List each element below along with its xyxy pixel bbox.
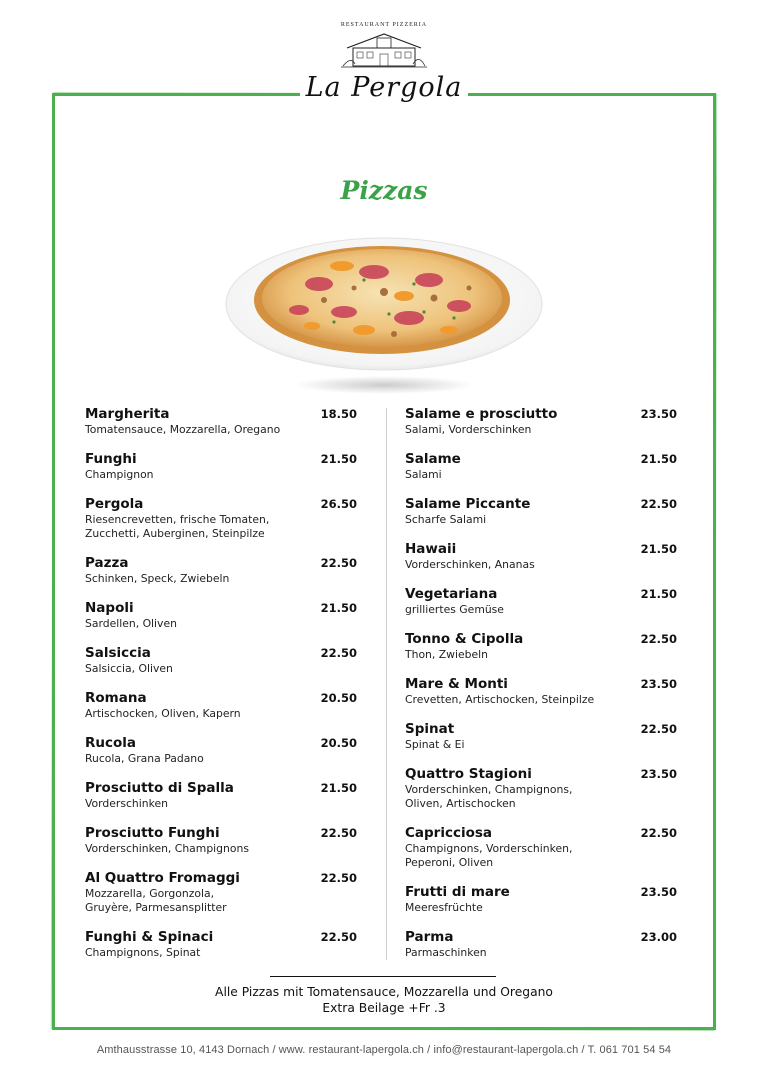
menu-item	[405, 929, 677, 960]
menu-item	[405, 631, 677, 662]
item-desc: Champignons, Vorderschinken,	[405, 842, 573, 855]
menu-item	[85, 825, 357, 856]
logo	[300, 18, 468, 118]
item-desc: Vorderschinken, Champignons	[85, 842, 249, 855]
menu-item	[85, 406, 357, 437]
item-name: Quattro Stagioni	[405, 766, 532, 782]
item-name: Pergola	[85, 496, 144, 512]
menu-item	[85, 870, 357, 915]
item-desc: Salami, Vorderschinken	[405, 423, 532, 436]
menu-item	[405, 541, 677, 572]
item-price: 23.50	[640, 767, 677, 781]
item-name: Parma	[405, 929, 454, 945]
menu-item	[85, 780, 357, 811]
menu-item	[85, 735, 357, 766]
item-name: Funghi	[85, 451, 137, 467]
column-divider	[386, 408, 387, 960]
item-name: Al Quattro Fromaggi	[85, 870, 240, 886]
pizza-image	[224, 222, 544, 402]
item-desc: Tomatensauce, Mozzarella, Oregano	[85, 423, 281, 436]
item-name: Salame e prosciutto	[405, 406, 558, 422]
menu-item	[85, 690, 357, 721]
item-price: 21.50	[320, 452, 357, 466]
item-desc: Salami	[405, 468, 442, 481]
menu-item	[85, 645, 357, 676]
item-price: 21.50	[640, 542, 677, 556]
item-price: 23.50	[640, 407, 677, 421]
house-icon	[341, 30, 427, 68]
item-desc: Sardellen, Oliven	[85, 617, 177, 630]
item-desc: Schinken, Speck, Zwiebeln	[85, 572, 230, 585]
item-price: 18.50	[320, 407, 357, 421]
item-name: Prosciutto Funghi	[85, 825, 220, 841]
item-desc: Vorderschinken	[85, 797, 168, 810]
item-price: 22.50	[640, 497, 677, 511]
logo-name: La Pergola	[305, 72, 463, 103]
item-price: 22.50	[640, 722, 677, 736]
item-desc: Thon, Zwiebeln	[405, 648, 488, 661]
item-name: Frutti di mare	[405, 884, 510, 900]
notes-line-2: Extra Beilage +Fr .3	[322, 1001, 446, 1015]
item-price: 20.50	[320, 691, 357, 705]
item-desc: Spinat & Ei	[405, 738, 465, 751]
item-name: Tonno & Cipolla	[405, 631, 524, 647]
menu-item	[405, 884, 677, 915]
item-name: Salame	[405, 451, 461, 467]
menu-item	[405, 766, 677, 811]
item-name: Funghi & Spinaci	[85, 929, 214, 945]
footer-contact: Amthausstrasse 10, 4143 Dornach / www. restaurant-lapergola.ch / info@restaurant-lapergola.ch / T. 061 701 54 54	[96, 1044, 672, 1056]
item-name: Pazza	[85, 555, 129, 571]
menu-item	[85, 496, 357, 541]
item-name: Prosciutto di Spalla	[85, 780, 234, 796]
item-name: Spinat	[405, 721, 455, 737]
menu-item	[405, 451, 677, 482]
item-desc: Champignons, Spinat	[85, 946, 201, 959]
item-name: Capricciosa	[405, 825, 493, 841]
item-price: 23.50	[640, 885, 677, 899]
logo-tagline: RESTAURANT PIZZERIA	[340, 22, 428, 28]
menu-item	[405, 586, 677, 617]
item-desc: Vorderschinken, Ananas	[405, 558, 535, 571]
item-price: 21.50	[320, 601, 357, 615]
menu-item	[405, 721, 677, 752]
item-desc: Champignon	[85, 468, 154, 481]
menu-item	[85, 451, 357, 482]
menu-item	[405, 676, 677, 707]
item-desc: Gruyère, Parmesansplitter	[85, 901, 227, 914]
item-name: Vegetariana	[405, 586, 498, 602]
item-desc: Mozzarella, Gorgonzola,	[85, 887, 215, 900]
menu-item	[405, 496, 677, 527]
item-name: Mare & Monti	[405, 676, 508, 692]
item-desc: Zucchetti, Auberginen, Steinpilze	[85, 527, 265, 540]
item-price: 22.50	[320, 646, 357, 660]
item-desc: Scharfe Salami	[405, 513, 487, 526]
item-price: 23.50	[640, 677, 677, 691]
page-title: Pizzas	[340, 176, 428, 205]
item-desc: Salsiccia, Oliven	[85, 662, 173, 675]
item-name: Margherita	[85, 406, 170, 422]
item-price: 22.50	[320, 556, 357, 570]
menu-item	[85, 929, 357, 960]
item-desc: Meeresfrüchte	[405, 901, 483, 914]
item-name: Salsiccia	[85, 645, 151, 661]
item-desc: Oliven, Artischocken	[405, 797, 516, 810]
item-desc: Rucola, Grana Padano	[85, 752, 204, 765]
item-price: 22.50	[320, 826, 357, 840]
item-price: 21.50	[640, 452, 677, 466]
item-price: 22.50	[640, 826, 677, 840]
item-price: 22.50	[320, 930, 357, 944]
item-price: 22.50	[320, 871, 357, 885]
item-desc: grilliertes Gemüse	[405, 603, 504, 616]
notes-divider	[270, 976, 496, 977]
item-price: 21.50	[640, 587, 677, 601]
item-name: Hawaii	[405, 541, 457, 557]
item-desc: Riesencrevetten, frische Tomaten,	[85, 513, 270, 526]
item-price: 26.50	[320, 497, 357, 511]
item-desc: Parmaschinken	[405, 946, 487, 959]
menu-item	[85, 600, 357, 631]
item-name: Romana	[85, 690, 147, 706]
item-name: Salame Piccante	[405, 496, 531, 512]
menu-item	[85, 555, 357, 586]
item-name: Rucola	[85, 735, 137, 751]
notes-line-1: Alle Pizzas mit Tomatensauce, Mozzarella und Oregano	[215, 985, 553, 999]
item-price: 23.00	[640, 930, 677, 944]
item-price: 22.50	[640, 632, 677, 646]
item-price: 21.50	[320, 781, 357, 795]
item-price: 20.50	[320, 736, 357, 750]
item-desc: Artischocken, Oliven, Kapern	[85, 707, 241, 720]
menu-item	[405, 406, 677, 437]
item-desc: Crevetten, Artischocken, Steinpilze	[405, 693, 595, 706]
item-desc: Vorderschinken, Champignons,	[405, 783, 573, 796]
menu-item	[405, 825, 677, 870]
item-name: Napoli	[85, 600, 134, 616]
item-desc: Peperoni, Oliven	[405, 856, 494, 869]
